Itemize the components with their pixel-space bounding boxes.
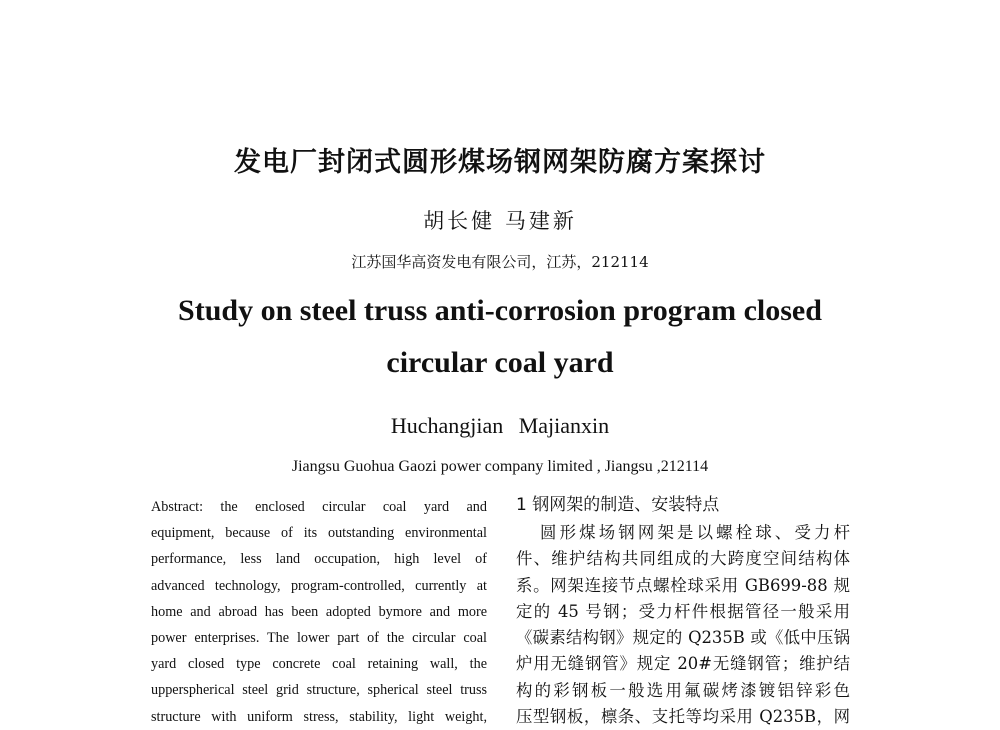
english-title-line-2: circular coal yard [386,346,614,379]
abstract-line: yard closed type concrete coal retaining wall, the [151,656,487,673]
body-line: 件、维护结构共同组成的大跨度空间结构体 [516,549,850,569]
english-affiliation: Jiangsu Guohua Gaozi power company limited , Jiangsu ,212114 [291,458,709,475]
abstract-line: upperspherical steel grid structure, spherical steel truss [151,682,487,699]
section-heading: 1 钢网架的制造、安装特点 [516,495,720,515]
abstract-line: equipment, because of its outstanding environmental [151,525,487,542]
body-line: 系。网架连接节点螺栓球采用 GB699-88 规 [516,575,850,595]
english-authors: Huchangjian Majianxin [390,413,610,438]
abstract-line: power enterprises. The lower part of the circular coal [151,629,487,646]
body-line: 压型钢板，檩条、支托等均采用 Q235B，网 [516,707,850,727]
abstract-line: home and abroad has been adopted bymore and more [151,603,487,620]
body-column [516,490,850,730]
abstract-line: Abstract: the enclosed circular coal yard and [151,499,487,515]
body-line: 定的 45 号钢；受力杆件根据管径一般采用 [516,601,850,621]
abstract-line: structure with uniform stress, stability, light weight, [151,708,487,725]
chinese-affiliation: 江苏国华高资发电有限公司，江苏，212114 [351,253,649,271]
english-title-line-1: Study on steel truss anti-corrosion program closed [178,294,822,327]
body-line: 构的彩钢板一般选用氟碳烤漆镀铝锌彩色 [516,680,850,700]
chinese-title: 发电厂封闭式圆形煤场钢网架防腐方案探讨 [234,147,766,178]
body-line: 《碳素结构钢》规定的 Q235B 或《低中压锅 [516,628,850,648]
chinese-authors: 胡长健 马建新 [423,209,577,233]
body-line: 炉用无缝钢管》规定 20#无缝钢管；维护结 [516,654,850,674]
abstract-column [151,494,487,730]
body-line: 圆形煤场钢网架是以螺栓球、受力杆 [540,523,850,542]
abstract-line: advanced technology, program-controlled, currently at [151,577,487,594]
abstract-line: performance, less land occupation, high level of [151,551,487,568]
